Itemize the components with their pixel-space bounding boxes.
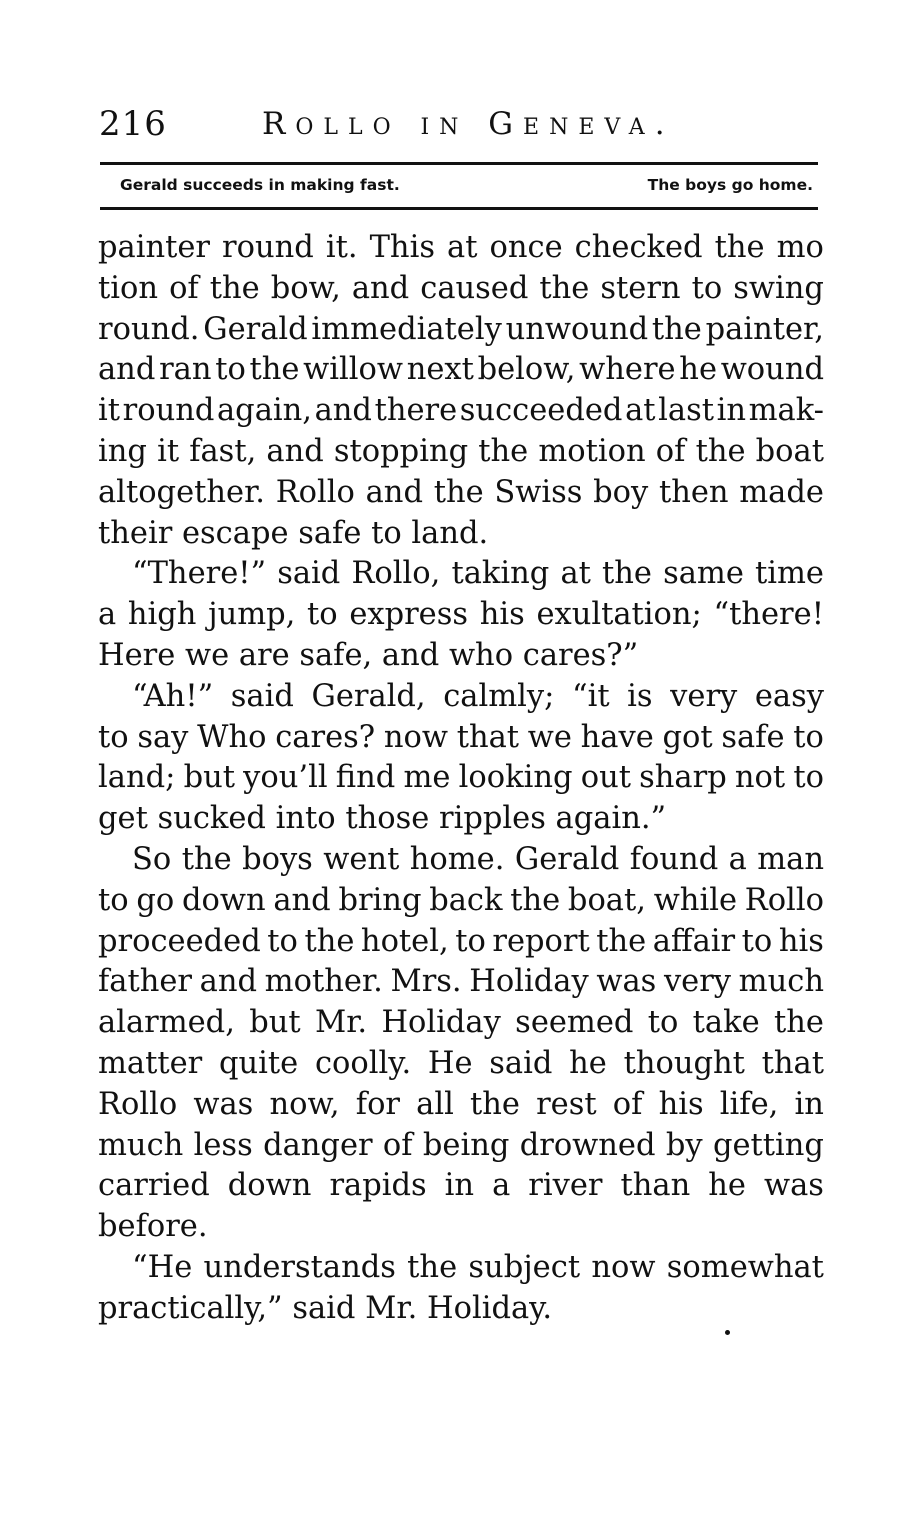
header-rule-top: [100, 162, 818, 165]
chapter-summary-left: Gerald succeeds in making fast.: [120, 176, 400, 194]
text-line: So the boys went home. Gerald found a man: [132, 841, 824, 877]
text-line: it round again, and there succeeded at last in mak-: [98, 393, 824, 429]
text-line: their escape safe to land.: [98, 515, 489, 551]
body-text: [98, 228, 824, 1330]
text-line: painter round it. This at once checked the mo: [98, 230, 824, 265]
header-rule-bottom: [100, 207, 818, 210]
text-line: get sucked into those ripples again.”: [98, 801, 667, 837]
text-line: tion of the bow, and caused the stern to swing: [98, 270, 824, 306]
text-line: Here we are safe, and who cares?”: [98, 637, 639, 673]
text-line: alarmed, but Mr. Holiday seemed to take the: [98, 1005, 824, 1041]
page-number: 216: [99, 104, 167, 144]
text-line: father and mother. Mrs. Holiday was very much: [98, 964, 824, 1000]
text-line: round. Gerald immediately unwound the painter,: [98, 311, 824, 347]
text-line: practically,” said Mr. Holiday.: [98, 1290, 553, 1326]
text-line: and ran to the willow next below, where he wound: [98, 352, 824, 388]
text-line: to go down and bring back the boat, while Rollo: [98, 882, 824, 918]
text-line: “He understands the subject now somewhat: [132, 1249, 824, 1285]
text-line: “Ah!” said Gerald, calmly; “it is very easy: [132, 678, 824, 714]
text-line: carried down rapids in a river than he was: [98, 1168, 824, 1204]
text-line: before.: [98, 1209, 208, 1245]
text-line: land; but you’ll find me looking out sharp not to: [98, 760, 824, 796]
chapter-summary-right: The boys go home.: [647, 176, 813, 194]
text-line: proceeded to the hotel, to report the affair to his: [98, 923, 824, 959]
ink-speck: [725, 1330, 730, 1335]
text-line: a high jump, to express his exultation; “there!: [98, 597, 824, 633]
text-line: matter quite coolly. He said he thought that: [98, 1045, 824, 1081]
text-line: to say Who cares? now that we have got safe to: [98, 719, 824, 755]
running-title: Rollo in Geneva.: [262, 106, 675, 142]
text-line: much less danger of being drowned by getting: [98, 1127, 824, 1163]
text-line: ing it fast, and stopping the motion of the boat: [98, 433, 824, 469]
text-line: altogether. Rollo and the Swiss boy then made: [98, 474, 824, 510]
text-line: Rollo was now, for all the rest of his life, in: [98, 1086, 824, 1122]
text-line: “There!” said Rollo, taking at the same time: [132, 556, 824, 592]
